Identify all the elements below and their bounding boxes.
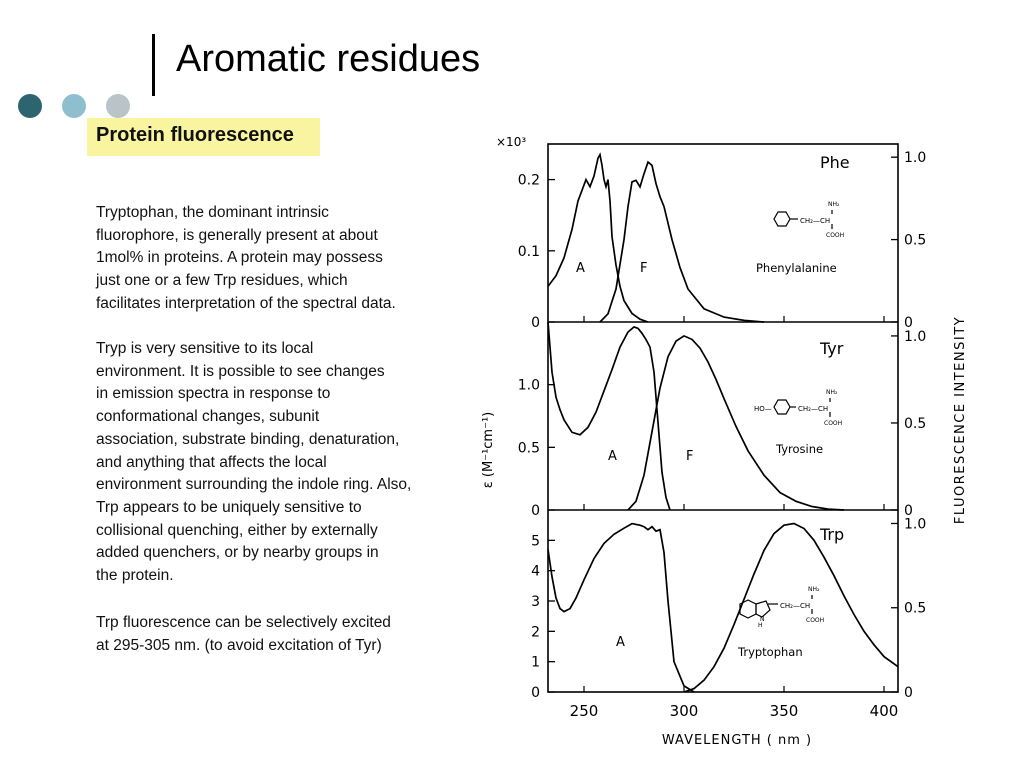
x-axis-label: WAVELENGTH ( nm ) xyxy=(661,733,813,748)
slide-title: Aromatic residues xyxy=(176,38,481,80)
phenylalanine-structure xyxy=(774,201,844,239)
svg-text:COOH: COOH xyxy=(824,420,843,427)
section-subtitle: Protein fluorescence xyxy=(96,124,294,146)
tyrosine-structure xyxy=(754,389,842,427)
paragraph-line: Trp appears to be uniquely sensitive to xyxy=(96,498,362,516)
paragraph-3 xyxy=(96,612,466,657)
compound-name: Tryptophan xyxy=(738,645,803,659)
plot-frame xyxy=(548,144,898,692)
paragraph-line: conformational changes, subunit xyxy=(96,408,320,426)
fluorescence-curve xyxy=(600,162,764,322)
paragraph-line: at 295-305 nm. (to avoid excitation of Tyr) xyxy=(96,636,382,654)
paragraph-2 xyxy=(96,338,466,588)
paragraph-1 xyxy=(96,202,466,316)
svg-text:NH₂: NH₂ xyxy=(826,389,838,396)
fluorescence-curve xyxy=(628,336,844,510)
absorption-label: A xyxy=(616,635,625,650)
left-tick-label: 0 xyxy=(531,503,540,519)
left-tick-label: 1.0 xyxy=(517,377,540,394)
right-tick-label: 0.5 xyxy=(904,415,927,432)
right-tick-label: 0.5 xyxy=(904,600,927,617)
panel-name: Tyr xyxy=(820,339,844,358)
left-tick-label: 0.5 xyxy=(517,440,540,457)
paragraph-line: fluorophore, is generally present at about xyxy=(96,226,378,244)
plot-layer xyxy=(481,135,968,748)
right-axis-label: FLUORESCENCE INTENSITY xyxy=(953,315,968,525)
x-tick-label: 300 xyxy=(669,702,699,720)
paragraph-line: Tryptophan, the dominant intrinsic xyxy=(96,204,329,221)
tryptophan-structure xyxy=(740,586,824,629)
left-axis-label: ε (M⁻¹cm⁻¹) xyxy=(481,411,496,489)
left-tick-label: 1 xyxy=(531,654,540,671)
left-tick-label: 4 xyxy=(531,563,540,580)
x-tick-label: 250 xyxy=(569,702,599,720)
paragraph-line: environment. It is possible to see changes xyxy=(96,362,385,380)
svg-text:CH₂—CH: CH₂—CH xyxy=(780,602,811,610)
fluorescence-label: F xyxy=(686,449,694,464)
left-tick-label: 0 xyxy=(531,315,540,331)
paragraph-line: just one or a few Trp residues, which xyxy=(96,272,348,290)
svg-text:CH₂—CH: CH₂—CH xyxy=(800,217,831,225)
paragraph-line: and anything that affects the local xyxy=(96,453,327,471)
svg-text:COOH: COOH xyxy=(826,232,845,239)
fluorescence-label: F xyxy=(640,261,648,276)
paragraph-line: 1mol% in proteins. A protein may possess xyxy=(96,249,383,267)
paragraph-line: the protein. xyxy=(96,567,174,585)
right-tick-label: 0.5 xyxy=(904,232,927,249)
absorption-curve xyxy=(548,155,648,322)
compound-name: Phenylalanine xyxy=(756,261,837,275)
right-tick-label: 1.0 xyxy=(904,150,927,167)
right-tick-label: 0 xyxy=(904,685,913,701)
right-tick-label: 1.0 xyxy=(904,328,927,345)
x-tick-label: 400 xyxy=(869,702,899,720)
compound-name: Tyrosine xyxy=(776,442,824,456)
svg-text:COOH: COOH xyxy=(806,617,825,624)
svg-text:NH₂: NH₂ xyxy=(828,201,840,208)
paragraph-line: association, substrate binding, denaturation, xyxy=(96,430,400,448)
decorative-dot-1 xyxy=(18,94,42,118)
x-tick-label: 350 xyxy=(769,702,799,720)
left-axis-unit: ×10³ xyxy=(496,135,527,149)
paragraph-line: Trp fluorescence can be selectively excited xyxy=(96,614,391,631)
svg-text:N: N xyxy=(760,616,765,623)
absorption-label: A xyxy=(576,261,585,276)
left-tick-label: 0.1 xyxy=(517,243,540,260)
svg-text:H: H xyxy=(758,622,763,629)
left-tick-label: 2 xyxy=(531,624,540,641)
decorative-dot-2 xyxy=(62,94,86,118)
paragraph-line: collisional quenching, either by externally xyxy=(96,521,378,539)
spectra-figure xyxy=(470,120,1000,760)
paragraph-line: in emission spectra in response to xyxy=(96,385,331,403)
paragraph-line: facilitates interpretation of the spectral data. xyxy=(96,294,396,312)
absorption-label: A xyxy=(608,449,617,464)
paragraph-line: environment surrounding the indole ring. Also, xyxy=(96,476,412,494)
right-tick-label: 0 xyxy=(904,503,913,519)
absorption-curve xyxy=(548,322,670,510)
right-tick-label: 1.0 xyxy=(904,516,927,533)
absorption-curve xyxy=(548,524,694,692)
title-divider xyxy=(152,34,155,96)
panel-name: Phe xyxy=(820,153,850,172)
paragraph-line: Tryp is very sensitive to its local xyxy=(96,340,314,357)
decorative-dot-3 xyxy=(106,94,130,118)
panel-name: Trp xyxy=(820,525,845,544)
svg-text:HO—: HO— xyxy=(754,405,772,413)
paragraph-line: added quenchers, or by nearby groups in xyxy=(96,544,379,562)
right-tick-label: 0 xyxy=(904,315,913,331)
left-tick-label: 0 xyxy=(531,685,540,701)
left-tick-label: 5 xyxy=(531,533,540,550)
left-tick-label: 0.2 xyxy=(517,172,540,189)
left-tick-label: 3 xyxy=(531,594,540,610)
svg-text:NH₂: NH₂ xyxy=(808,586,820,593)
svg-text:CH₂—CH: CH₂—CH xyxy=(798,405,829,413)
